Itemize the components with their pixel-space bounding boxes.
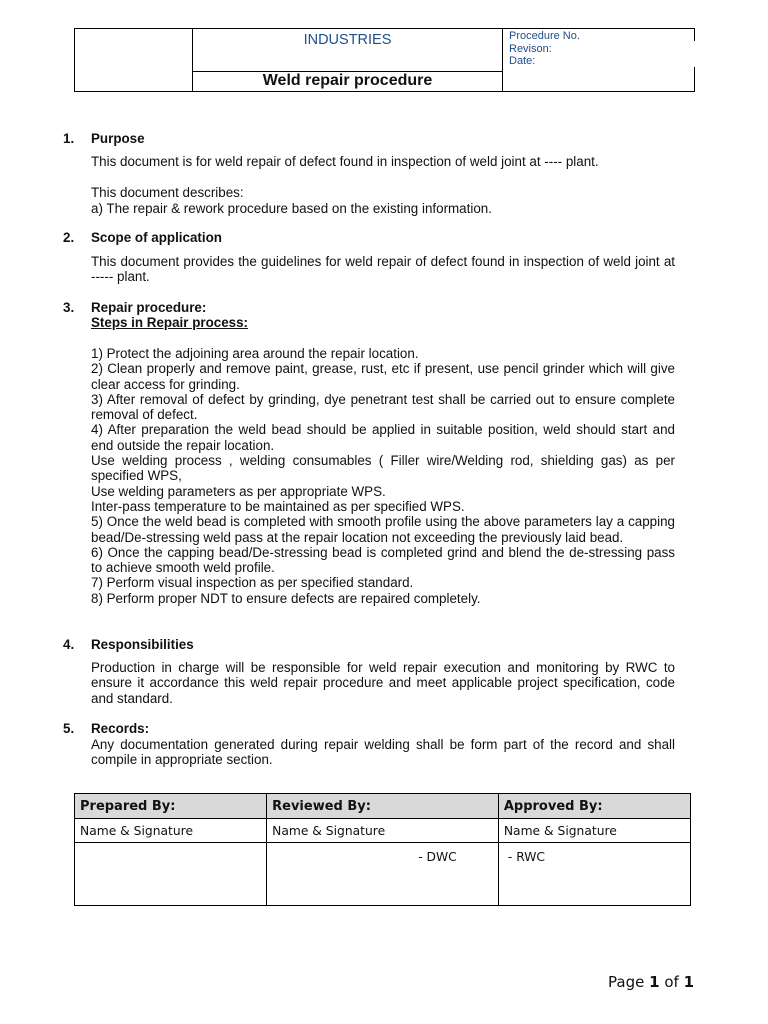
section-heading-responsibilities: Responsibilities [91,637,194,652]
approved-by-header: Approved By: [498,794,690,819]
prepared-by-value [75,843,267,906]
purpose-item-a: a) The repair & rework procedure based on the existing information. [91,201,492,216]
section-number: 5. [63,721,75,736]
repair-step: 3) After removal of defect by grinding, dye penetrant test shall be carried out to ensure complete removal of defect. [91,391,675,423]
repair-step: 2) Clean properly and remove paint, grease, rust, etc if present, use pencil grinder which will give clear access for grinding. [91,361,675,392]
name-signature-label: Name & Signature [267,819,499,843]
repair-step: 8) Perform proper NDT to ensure defects are repaired completely. [91,590,481,606]
repair-subheading: Steps in Repair process: [91,315,249,330]
section-heading-purpose: Purpose [91,131,145,146]
reviewed-by-header: Reviewed By: [267,794,499,819]
section-number: 4. [63,637,75,652]
repair-step: Use welding process , welding consumables ( Filler wire/Welding rod, shielding gas) as per specified WPS, [91,453,675,484]
section-heading-scope: Scope of application [91,230,222,245]
company-name: INDUSTRIES [192,28,503,72]
revision-label: Revison: [509,42,552,55]
current-page: 1 [649,973,660,991]
section-number: 1. [63,131,75,146]
repair-step: 6) Once the capping bead/De-stressing bead is completed grind and blend the de-stressing pass to achieve smooth weld profile. [91,544,675,576]
repair-step: 1) Protect the adjoining area around the repair location. [91,346,419,361]
section-number: 3. [63,300,75,315]
approved-by-value: - RWC [498,843,690,906]
document-meta [502,28,695,92]
scope-text: This document provides the guidelines for weld repair of defect found in inspection of weld joint at ----- plant. [91,254,675,285]
document-title: Weld repair procedure [192,71,503,92]
prepared-by-header: Prepared By: [75,794,267,819]
page-number [608,973,694,991]
repair-step: Inter-pass temperature to be maintained as per specified WPS. [91,498,465,514]
document-header [74,28,695,92]
section-number: 2. [63,230,75,245]
signature-table [74,793,691,901]
records-text: Any documentation generated during repair welding shall be form part of the record and shall compile in appropriate section. [91,737,675,768]
section-heading-records: Records: [91,721,150,736]
page-prefix: Page [608,973,650,991]
repair-step: 4) After preparation the weld bead should be applied in suitable position, weld should start and end outside the repair location. [91,422,675,453]
total-pages: 1 [683,973,694,991]
purpose-text: This document is for weld repair of defect found in inspection of weld joint at ---- plant. [91,154,599,169]
name-signature-label: Name & Signature [75,819,267,843]
section-heading-repair: Repair procedure: [91,300,207,315]
purpose-describes: This document describes: [91,185,244,200]
reviewed-by-value: - DWC [267,843,499,906]
repair-steps [91,346,675,606]
repair-step: 7) Perform visual inspection as per specified standard. [91,575,414,591]
page-of: of [659,973,684,991]
repair-step: 5) Once the weld bead is completed with smooth profile using the above parameters lay a capping bead/De-stressing weld pass at the repair location not exceeding the previously laid bead. [91,514,675,545]
procedure-no-label: Procedure No. [509,30,580,42]
date-label: Date: [509,55,536,67]
name-signature-label: Name & Signature [498,819,690,843]
responsibilities-text: Production in charge will be responsible for weld repair execution and monitoring by RWC to ensure it accordance this weld repair procedure and meet applicable project specification, code and standard. [91,660,675,706]
repair-step: Use welding parameters as per appropriate WPS. [91,483,386,499]
logo-box [74,28,193,92]
